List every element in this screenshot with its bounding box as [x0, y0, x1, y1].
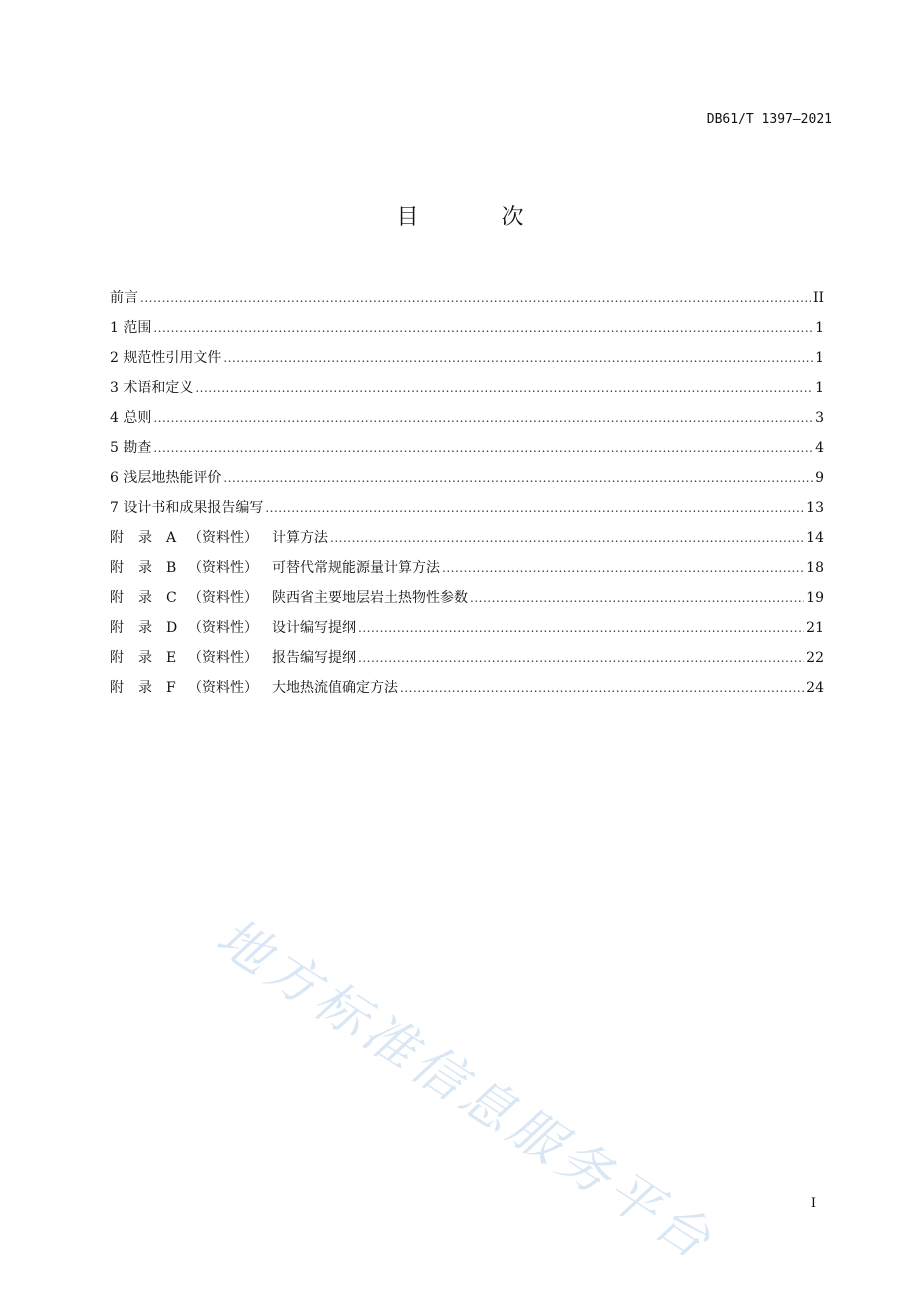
toc-dot-leader	[400, 678, 804, 698]
toc-entry-appendix-a[interactable]	[110, 518, 824, 548]
toc-entry-page: 9	[815, 470, 824, 486]
watermark: 地方标准信息服务平台	[205, 906, 725, 1274]
toc-entry-label: 6 浅层地热能评价	[110, 470, 222, 486]
page-number: I	[810, 1196, 816, 1211]
toc-dot-leader	[140, 288, 811, 308]
toc-dot-leader	[442, 558, 804, 578]
appendix-word: 附	[110, 620, 124, 636]
appendix-letter: E	[166, 650, 177, 666]
toc-entry-label	[110, 648, 356, 668]
toc-dot-leader	[153, 408, 813, 428]
toc-entry-page: 22	[806, 650, 824, 666]
appendix-word: 附	[110, 680, 124, 696]
appendix-word: 录	[138, 560, 152, 576]
toc-dot-leader	[265, 498, 804, 518]
toc-entry-page: 1	[815, 320, 824, 336]
appendix-letter: A	[166, 530, 177, 546]
toc-entry-normative-references[interactable]	[110, 338, 824, 368]
toc-entry-scope[interactable]	[110, 308, 824, 338]
toc-entry-page: 21	[806, 620, 824, 636]
appendix-word: 附	[110, 590, 124, 606]
toc-entry-evaluation[interactable]	[110, 458, 824, 488]
appendix-word: 录	[138, 650, 152, 666]
table-of-contents	[110, 278, 824, 698]
page-title: 目 次	[396, 205, 562, 230]
toc-entry-label: 4 总则	[110, 410, 152, 426]
appendix-title: 计算方法	[272, 530, 328, 546]
appendix-title: 陕西省主要地层岩土热物性参数	[272, 590, 468, 606]
toc-dot-leader	[153, 318, 813, 338]
appendix-type: （资料性）	[188, 620, 258, 636]
toc-entry-label: 7 设计书和成果报告编写	[110, 500, 264, 516]
toc-dot-leader	[358, 648, 804, 668]
appendix-letter: B	[166, 560, 177, 576]
appendix-type: （资料性）	[188, 560, 258, 576]
toc-entry-page: II	[812, 290, 824, 306]
toc-entry-label	[110, 618, 356, 638]
toc-entry-page: 13	[806, 500, 824, 516]
appendix-word: 录	[138, 680, 152, 696]
toc-dot-leader	[358, 618, 804, 638]
toc-entry-survey[interactable]	[110, 428, 824, 458]
toc-dot-leader	[330, 528, 804, 548]
appendix-word: 录	[138, 620, 152, 636]
appendix-word: 附	[110, 530, 124, 546]
toc-entry-label	[110, 588, 468, 608]
appendix-title: 设计编写提纲	[272, 620, 356, 636]
appendix-word: 录	[138, 590, 152, 606]
toc-entry-label	[110, 558, 440, 578]
toc-entry-terms-definitions[interactable]	[110, 368, 824, 398]
toc-entry-appendix-e[interactable]	[110, 638, 824, 668]
toc-dot-leader	[195, 378, 813, 398]
appendix-word: 附	[110, 650, 124, 666]
appendix-title: 大地热流值确定方法	[272, 680, 398, 696]
appendix-word: 录	[138, 530, 152, 546]
toc-entry-page: 14	[806, 530, 824, 546]
toc-entry-page: 4	[815, 440, 824, 456]
toc-entry-appendix-c[interactable]	[110, 578, 824, 608]
appendix-type: （资料性）	[188, 530, 258, 546]
toc-entry-page: 3	[815, 410, 824, 426]
toc-entry-appendix-f[interactable]	[110, 668, 824, 698]
toc-entry-page: 1	[815, 380, 824, 396]
toc-entry-page: 18	[806, 560, 824, 576]
appendix-type: （资料性）	[188, 650, 258, 666]
toc-entry-label: 5 勘查	[110, 440, 152, 456]
toc-dot-leader	[223, 348, 813, 368]
appendix-letter: D	[166, 620, 178, 636]
toc-entry-foreword[interactable]	[110, 278, 824, 308]
appendix-type: （资料性）	[188, 680, 258, 696]
appendix-word: 附	[110, 560, 124, 576]
toc-dot-leader	[470, 588, 804, 608]
toc-dot-leader	[223, 468, 813, 488]
toc-entry-appendix-b[interactable]	[110, 548, 824, 578]
toc-entry-label	[110, 678, 398, 698]
document-number: DB61/T 1397—2021	[706, 112, 832, 127]
toc-entry-label: 前言	[110, 290, 138, 306]
appendix-type: （资料性）	[188, 590, 258, 606]
appendix-letter: C	[166, 590, 177, 606]
toc-entry-page: 19	[806, 590, 824, 606]
toc-entry-label: 2 规范性引用文件	[110, 350, 222, 366]
toc-entry-appendix-d[interactable]	[110, 608, 824, 638]
toc-entry-label: 1 范围	[110, 320, 152, 336]
toc-entry-report-writing[interactable]	[110, 488, 824, 518]
toc-entry-label	[110, 528, 328, 548]
appendix-letter: F	[166, 680, 176, 696]
toc-entry-page: 1	[815, 350, 824, 366]
appendix-title: 报告编写提纲	[272, 650, 356, 666]
appendix-title: 可替代常规能源量计算方法	[272, 560, 440, 576]
toc-entry-general[interactable]	[110, 398, 824, 428]
toc-entry-label: 3 术语和定义	[110, 380, 194, 396]
toc-entry-page: 24	[806, 680, 824, 696]
toc-dot-leader	[153, 438, 813, 458]
